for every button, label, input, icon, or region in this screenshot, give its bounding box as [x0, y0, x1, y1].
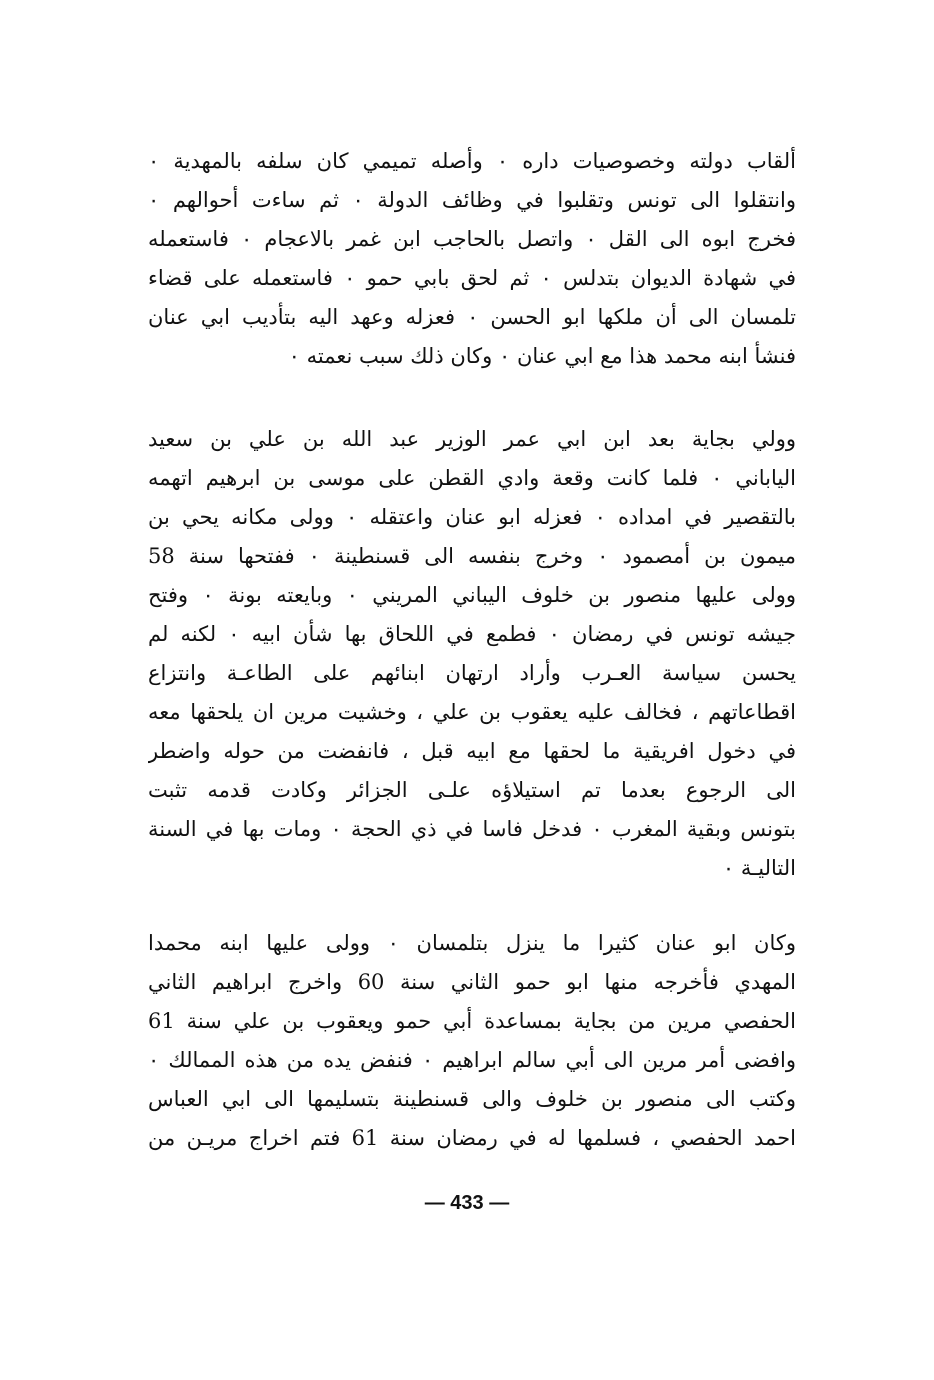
text-line: وكان ابو عنان كثيرا ما ينزل بتلمسان ٠ وولى عليها ابنه محمدا — [148, 931, 796, 955]
paragraph-2 — [148, 420, 796, 888]
paragraph-3 — [148, 924, 796, 1158]
text-line: ميمون بن أمصمود ٠ وخرج بنفسه الى قسنطينة ٠ ففتحها سنة 58 — [148, 544, 796, 568]
text-line: يحسن سياسة العـرب وأراد ارتهان ابنائهم على الطاعـة وانتزاع — [148, 661, 796, 685]
text-line: جيشه تونس في رمضان ٠ فطمع في اللحاق بها شأن ابيه ٠ لكنه لم — [148, 622, 796, 646]
page-number: — 433 — — [424, 1192, 510, 1214]
text-line: اقطاعاتهم ، فخالف عليه يعقوب بن علي ، وخشيت مرين ان يلحقها معه — [148, 700, 796, 724]
text-line: وولي بجاية بعد ابن ابي عمر الوزير عبد الله بن علي بن سعيد — [148, 427, 796, 451]
paragraph-1 — [148, 142, 796, 376]
text-line: بتونس وبقية المغرب ٠ فدخل فاسا في ذي الحجة ٠ ومات بها في السنة — [148, 817, 796, 841]
text-line: في شهادة الديوان بتدلس ٠ ثم لحق بابي حمو ٠ فاستعمله على قضاء — [148, 266, 796, 290]
text-line: في دخول افريقية ما لحقها مع ابيه قبل ، فانفضت من حوله واضطر — [148, 739, 796, 763]
text-line: بالتقصير في امداده ٠ فعزله ابو عنان واعتقله ٠ وولى مكانه يحي بن — [148, 505, 796, 529]
text-line: الحفصي مرين من بجاية بمساعدة أبي حمو ويعقوب بن علي سنة 61 — [148, 1009, 796, 1033]
text-line: التاليـة ٠ — [722, 856, 796, 880]
text-line: احمد الحفصي ، فسلمها له في رمضان سنة 61 فتم اخراج مريـن من — [148, 1126, 796, 1150]
text-line: الى الرجوع بعدما تم استيلاؤه علـى الجزائر وكادت قدمه تثبت — [148, 778, 796, 802]
text-line: فنشأ ابنه محمد هذا مع ابي عنان ٠ وكان ذلك سبب نعمته ٠ — [288, 344, 796, 368]
text-line: المهدي فأخرجه منها ابو حمو الثاني سنة 60 واخرج ابراهيم الثاني — [148, 970, 796, 994]
text-line: الياباني ٠ فلما كانت وقعة وادي القطن على موسى بن ابرهيم اتهمه — [148, 466, 796, 490]
text-line: تلمسان الى أن ملكها ابو الحسن ٠ فعزله وعهد اليه بتأديب ابي عنان — [148, 305, 796, 329]
text-line: وولى عليها منصور بن خلوف اليباني المريني ٠ وبايعته بونة ٠ وفتح — [148, 583, 796, 607]
text-line: وافضى أمر مرين الى أبي سالم ابراهيم ٠ فنفض يده من هذه الممالك ٠ — [148, 1048, 796, 1072]
text-line: فخرج ابوه الى القل ٠ واتصل بالحاجب ابن غمر بالاعجام ٠ فاستعمله — [148, 227, 796, 251]
text-line: وكتب الى منصور بن خلوف والى قسنطينة بتسليمها الى ابي العباس — [148, 1087, 796, 1111]
text-line: ألقاب دولته وخصوصيات داره ٠ وأصله تميمي كان سلفه بالمهدية ٠ — [148, 149, 796, 173]
text-line: وانتقلوا الى تونس وتقلبوا في وظائف الدولة ٠ ثم ساءت أحوالهم ٠ — [148, 188, 796, 212]
